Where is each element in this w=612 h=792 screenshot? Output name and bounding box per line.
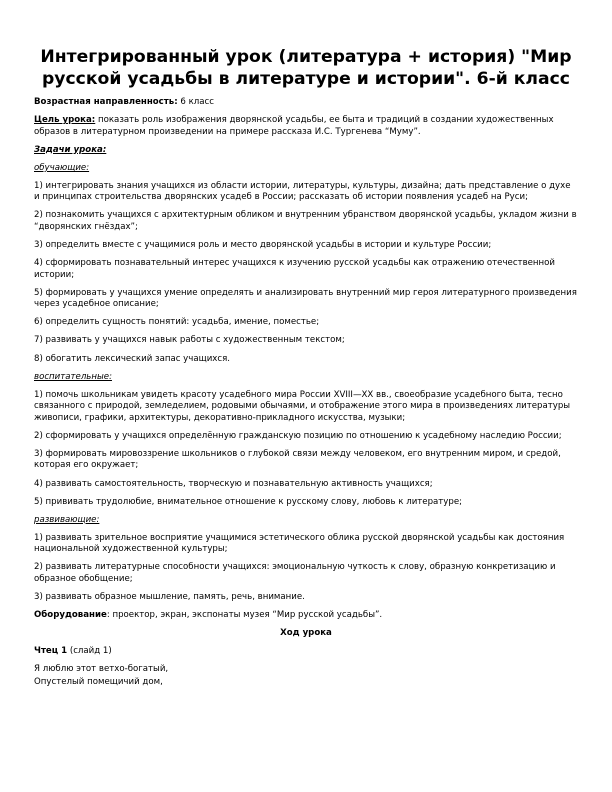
educational-item: 2) познакомить учащихся с архитектурным обликом и внутренним убранством дворянской усадьбы, укладом жизни в “дворянских гнёздах”;: [34, 210, 577, 232]
reader-paragraph: [34, 646, 578, 658]
developing-item: 1) развивать зрительное восприятие учащимися эстетического облика русской дворянской усадьбы как достояния национальной художественной культуры;: [34, 532, 565, 555]
equipment-paragraph: [34, 610, 578, 622]
age-paragraph: [34, 97, 578, 109]
age-label: Возрастная направленность:: [34, 97, 178, 107]
developing-item: 3) развивать образное мышление, память, речь, внимание.: [34, 591, 305, 602]
reader-label: Чтец 1: [34, 646, 68, 657]
document-title: Интегрированный урок (литература + история) "Мир русской усадьбы в литературе и истории". 6-й класс: [40, 47, 572, 89]
goal-paragraph: [34, 115, 578, 138]
reader-slide: (слайд 1): [67, 646, 112, 657]
upbringing-item: 3) формировать мировоззрение школьников о глубокой связи между человеком, его внутренним миром, и средой, которая его окружает;: [34, 448, 561, 471]
poem-line: Опустелый помещичий дом,: [34, 676, 163, 687]
educational-item: 8) обогатить лексический запас учащихся.: [34, 353, 231, 364]
educational-item: 5) формировать у учащихся умение определять и анализировать внутренний мир героя литературного произведения через усадебное описание;: [34, 287, 577, 310]
age-value: 6 класс: [177, 97, 214, 107]
developing-item: 2) развивать литературные способности учащихся: эмоциональную чуткость к слову, образную конкретизацию и образное обобщение;: [34, 562, 556, 584]
educational-item: 4) сформировать познавательный интерес учащихся к изучению русской усадьбы как отражению отечественной истории;: [34, 258, 555, 280]
upbringing-item: 4) развивать самостоятельность, творческую и познавательную активность учащихся;: [34, 478, 433, 489]
poem-line: Я люблю этот ветхо-богатый,: [34, 664, 169, 675]
upbringing-item: 2) сформировать у учащихся определённую гражданскую позицию по отношению к усадебному наследию России;: [34, 430, 562, 441]
equipment-label: Оборудование: [34, 610, 107, 621]
upbringing-item: 1) помочь школьникам увидеть красоту усадебного мира России XVIII—XX вв., своеобразие усадебного быта, тесно связанного с природой, земледелием, родовыми обычаями, и отображение этого мира в произведениях литературы живописи, графики, архитектуры, декоративно-прикладного искусства, музыки;: [34, 389, 571, 423]
goal-label: Цель урока:: [34, 115, 96, 126]
equipment-text: : проектор, экран, экспонаты музея “Мир русской усадьбы”.: [106, 610, 383, 621]
educational-heading: обучающие:: [34, 162, 90, 173]
upbringing-item: 5) прививать трудолюбие, внимательное отношение к русскому слову, любовь к литературе;: [34, 496, 463, 507]
upbringing-heading: воспитательные:: [34, 371, 112, 382]
educational-item: 6) определить сущность понятий: усадьба, имение, поместье;: [34, 317, 320, 328]
course-heading: Ход урока: [280, 628, 332, 639]
educational-item: 7) развивать у учащихся навык работы с художественным текстом;: [34, 335, 345, 346]
educational-item: 1) интегрировать знания учащихся из области истории, литературы, культуры, дизайна; дать представление о духе и принципах строительства дворянских усадеб в России; рассказать об истории появления усадеб на Руси;: [34, 180, 571, 203]
tasks-heading: Задачи урока:: [34, 144, 107, 155]
educational-item: 3) определить вместе с учащимися роль и место дворянской усадьбы в истории и культуре России;: [34, 240, 492, 251]
document-body: [34, 97, 578, 689]
goal-text: показать роль изображения дворянской усадьбы, ее быта и традиций в создании художественных образов в литературном произведении на примере рассказа И.С. Тургенева “Муму”.: [34, 115, 554, 137]
developing-heading: развивающие:: [34, 514, 100, 525]
